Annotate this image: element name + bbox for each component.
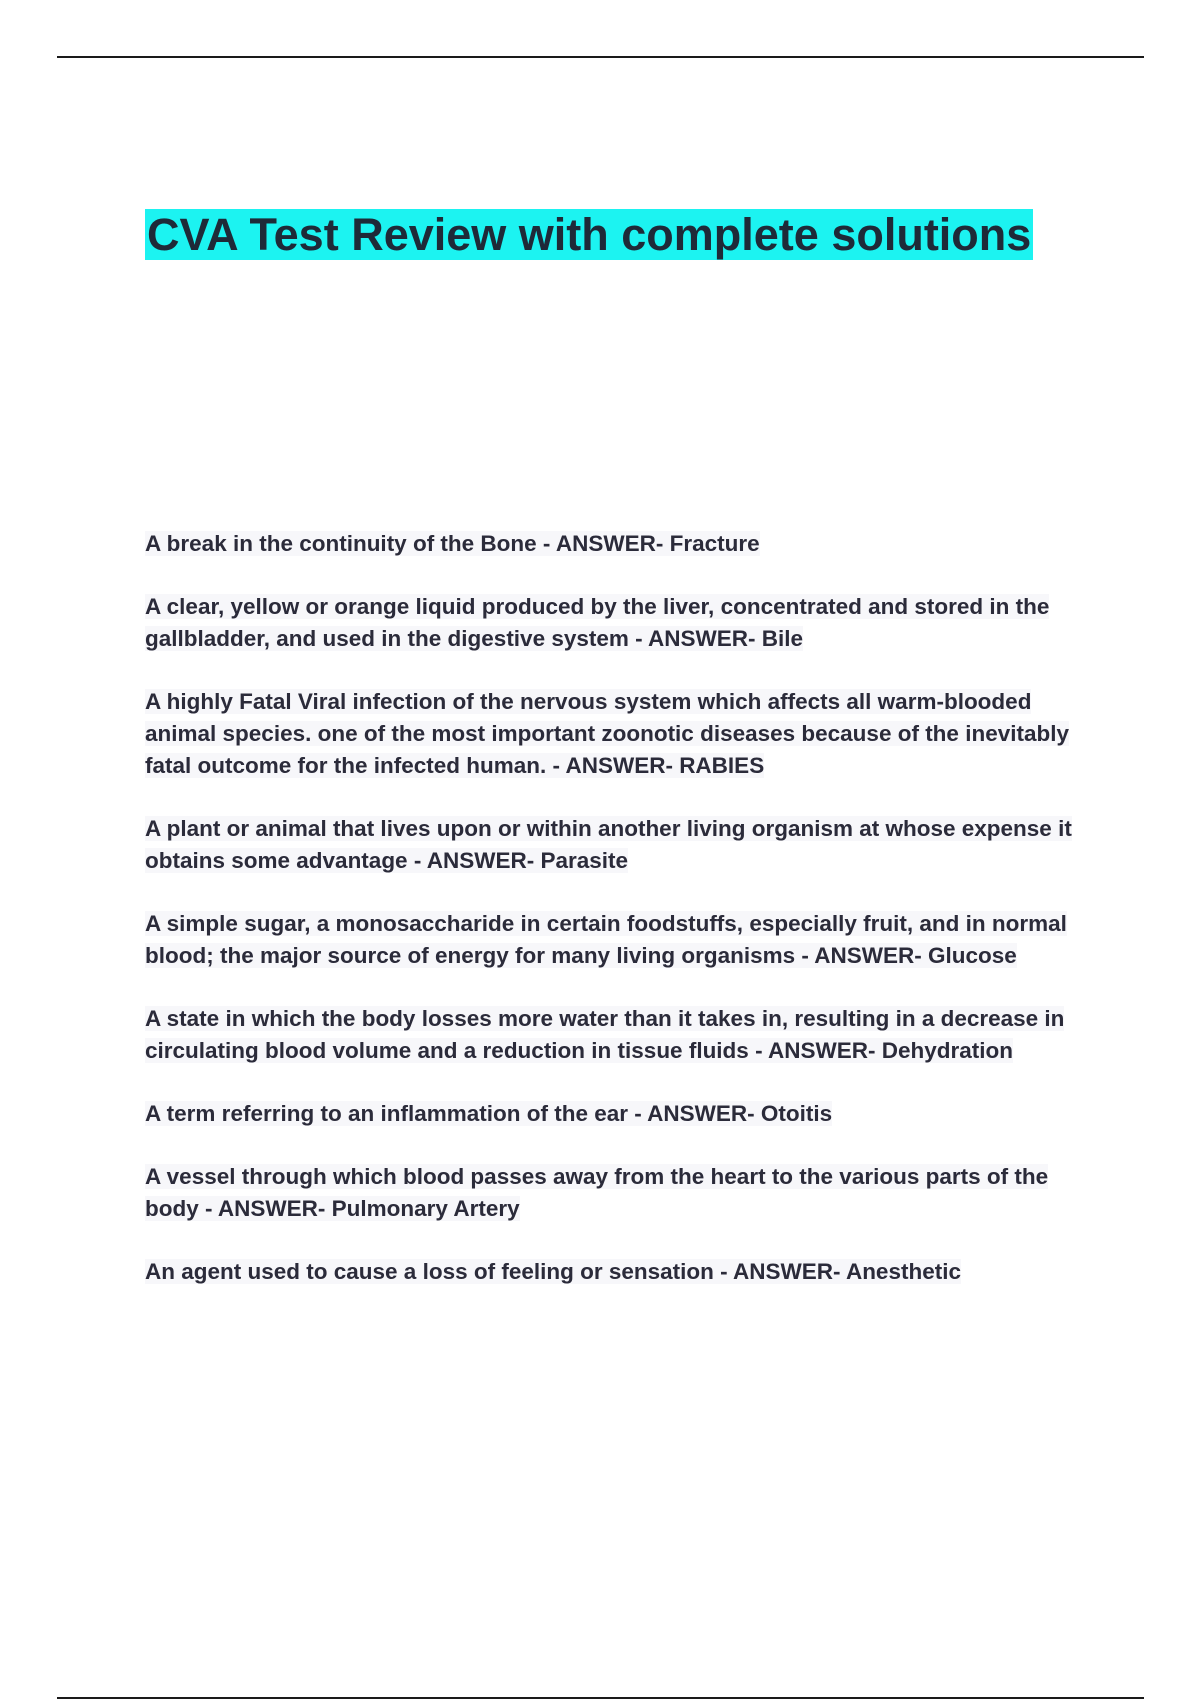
qa-item	[145, 591, 1085, 655]
qa-text: A vessel through which blood passes away from the heart to the various parts of the body - ANSWER- Pulmonary Artery	[145, 1164, 1049, 1221]
qa-item	[145, 1098, 1085, 1130]
qa-text: A state in which the body losses more water than it takes in, resulting in a decrease in circulating blood volume and a reduction in tissue fluids - ANSWER- Dehydration	[145, 1006, 1065, 1063]
qa-item	[145, 1003, 1085, 1067]
qa-text: A clear, yellow or orange liquid produced by the liver, concentrated and stored in the gallbladder, and used in the digestive system - ANSWER- Bile	[145, 594, 1050, 651]
qa-item	[145, 908, 1085, 972]
qa-text: An agent used to cause a loss of feeling or sensation - ANSWER- Anesthetic	[145, 1259, 961, 1284]
qa-text: A plant or animal that lives upon or within another living organism at whose expense it obtains some advantage - ANSWER- Parasite	[145, 816, 1072, 873]
qa-item	[145, 1161, 1085, 1225]
document-title: CVA Test Review with complete solutions	[147, 209, 1032, 260]
qa-item	[145, 1256, 1085, 1288]
header-rule	[57, 56, 1144, 58]
qa-text: A term referring to an inflammation of the ear - ANSWER- Otoitis	[145, 1101, 833, 1126]
qa-text: A highly Fatal Viral infection of the nervous system which affects all warm-blooded animal species. one of the most important zoonotic diseases because of the inevitably fatal outcome for the infected human. - ANSWER- RABIES	[145, 689, 1069, 778]
title-block	[145, 208, 1065, 262]
qa-list	[145, 528, 1085, 1319]
qa-item	[145, 528, 1085, 560]
qa-item	[145, 686, 1085, 782]
footer-rule	[57, 1697, 1144, 1699]
qa-item	[145, 813, 1085, 877]
qa-text: A break in the continuity of the Bone - ANSWER- Fracture	[145, 531, 760, 556]
qa-text: A simple sugar, a monosaccharide in certain foodstuffs, especially fruit, and in normal blood; the major source of energy for many living organisms - ANSWER- Glucose	[145, 911, 1067, 968]
